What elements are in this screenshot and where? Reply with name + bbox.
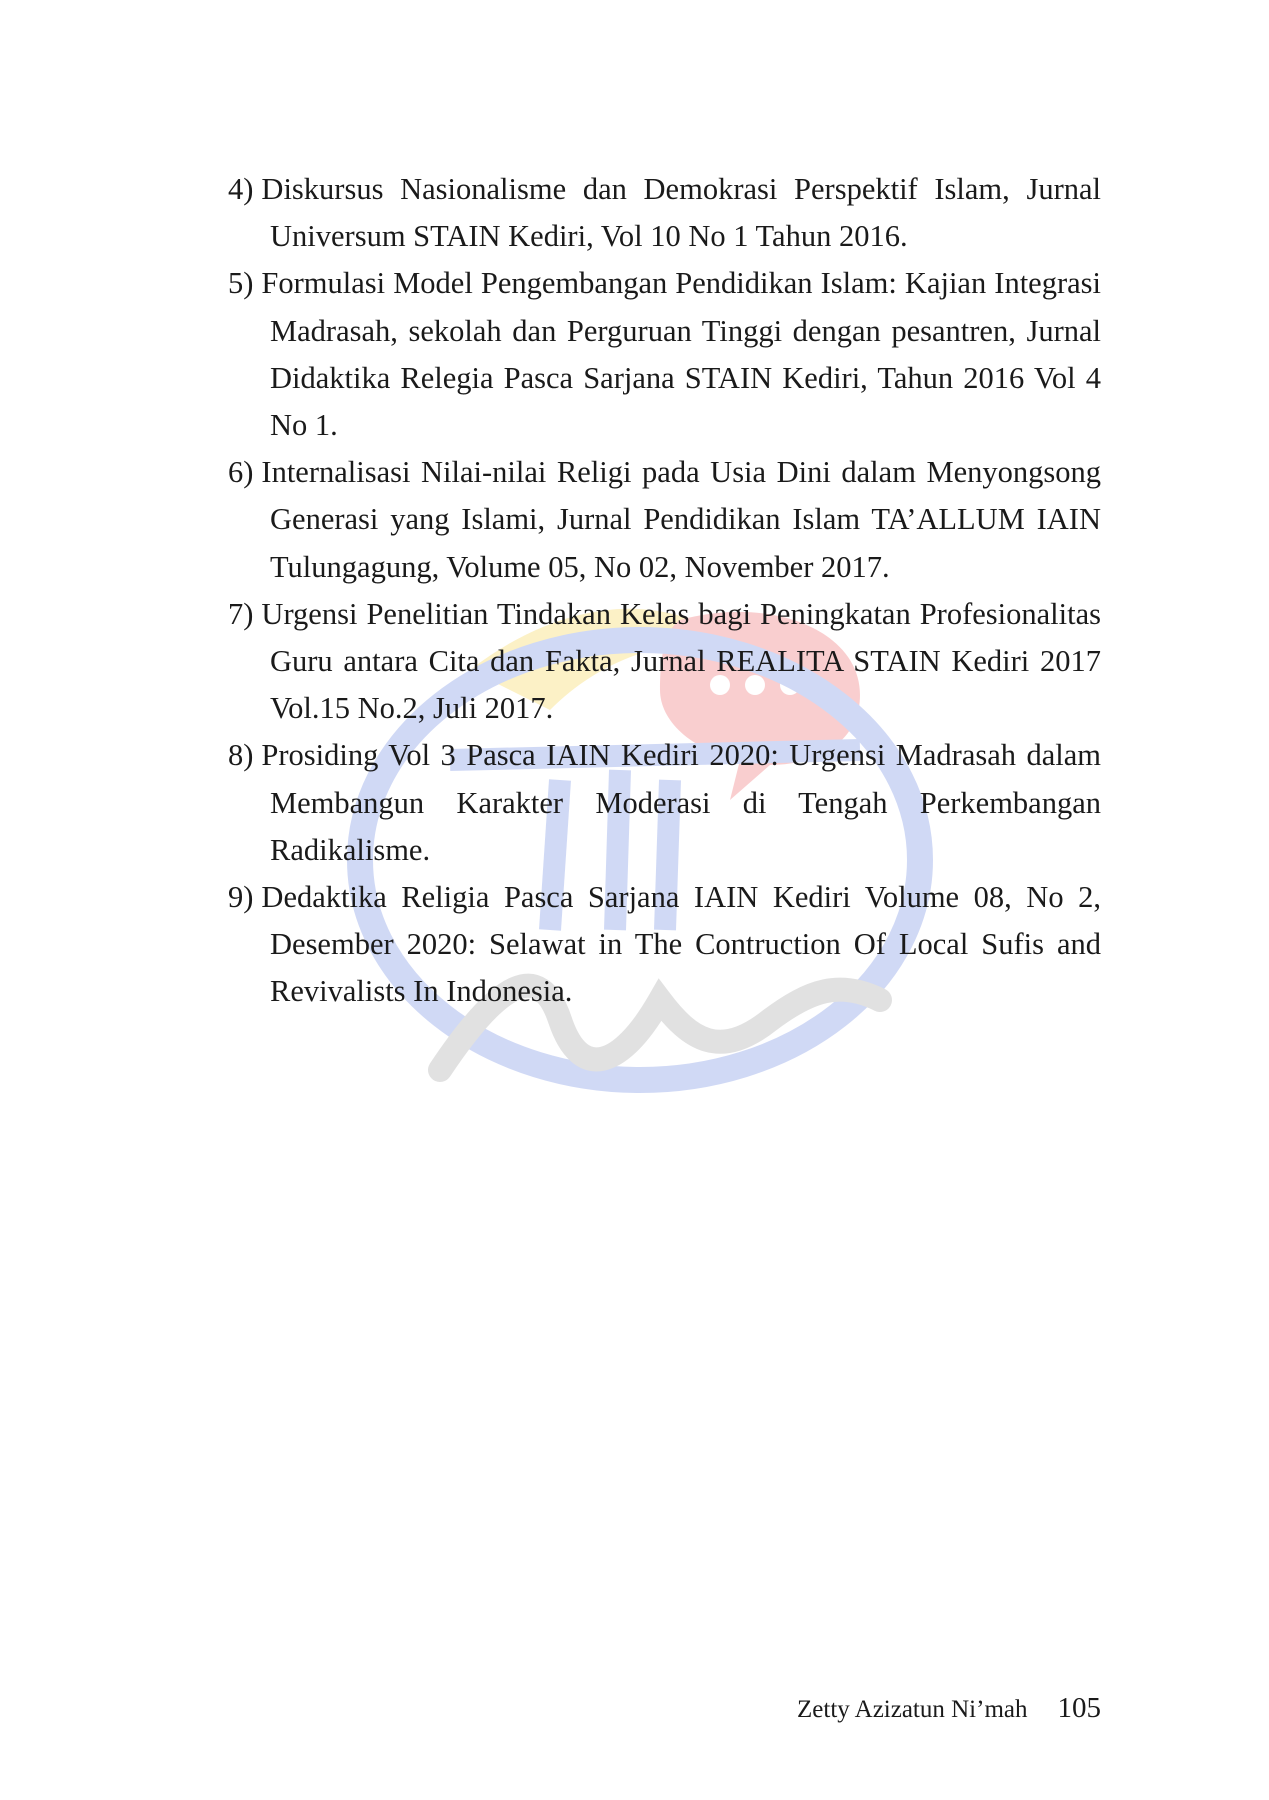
reference-number: 8): [228, 738, 254, 773]
reference-number: 6): [228, 455, 254, 490]
reference-item: [228, 732, 1101, 874]
reference-text: Diskursus Nasionalisme dan Demokrasi Perspektif Islam, Jurnal Universum STAIN Kediri, Vol 10 No 1 Tahun 2016.: [261, 172, 1101, 254]
reference-number: 9): [228, 880, 254, 915]
reference-text: Dedaktika Religia Pasca Sarjana IAIN Kediri Volume 08, No 2, Desember 2020: Selawat in The Contruction Of Local Sufis and Revivalists In Indonesia.: [261, 880, 1101, 1009]
reference-item: [228, 166, 1101, 260]
reference-number: 7): [228, 596, 254, 631]
reference-number: 5): [228, 266, 254, 301]
reference-item: [228, 449, 1101, 591]
page-footer: [797, 1692, 1101, 1725]
reference-text: Urgensi Penelitian Tindakan Kelas bagi Peningkatan Profesionalitas Guru antara Cita dan Fakta, Jurnal REALITA STAIN Kediri 2017 Vol.15 No.2, Juli 2017.: [261, 596, 1101, 726]
reference-item: [228, 874, 1101, 1016]
page-number: 105: [1057, 1692, 1101, 1724]
reference-text: Prosiding Vol 3 Pasca IAIN Kediri 2020: Urgensi Madrasah dalam Membangun Karakter Moderasi di Tengah Perkembangan Radikalisme.: [261, 738, 1101, 867]
reference-text: Internalisasi Nilai-nilai Religi pada Usia Dini dalam Menyongsong Generasi yang Islami, Jurnal Pendidikan Islam TA’ALLUM IAIN Tulungagung, Volume 05, No 02, November 2017.: [261, 455, 1101, 584]
reference-item: [228, 591, 1101, 733]
footer-author: Zetty Azizatun Ni’mah: [797, 1696, 1028, 1723]
reference-number: 4): [228, 172, 254, 206]
reference-list: [228, 166, 1101, 1016]
reference-text: Formulasi Model Pengembangan Pendidikan Islam: Kajian Integrasi Madrasah, sekolah dan Perguruan Tinggi dengan pesantren, Jurnal Didaktika Relegia Pasca Sarjana STAIN Kediri, Tahun 2016 Vol 4 No 1.: [261, 266, 1101, 443]
reference-item: [228, 260, 1101, 449]
